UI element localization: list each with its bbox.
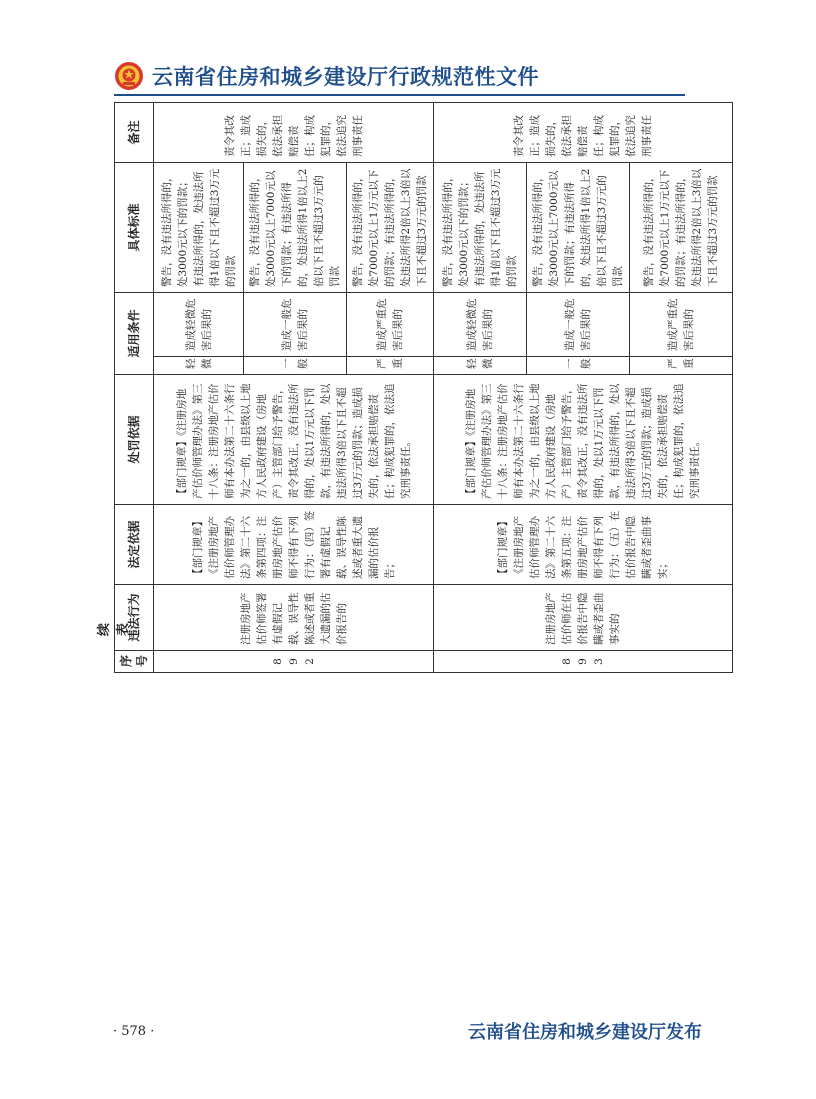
level-condition: 造成严重危害后果的 xyxy=(347,292,434,356)
row-remark: 责令其改正；造成损失的，依法承担赔偿责任；构成犯罪的，依法追究刑事责任 xyxy=(154,102,434,162)
row-seq: 892 xyxy=(154,651,434,673)
level-standard: 警告，没有违法所得的，处3000元以下的罚款；有违法所得的，处违法所得1倍以下且不超过3万元的罚款 xyxy=(154,162,244,292)
table-header-row xyxy=(115,102,154,672)
level-standard: 警告，没有违法所得的，处7000元以上1万元以下的罚款；有违法所得的，处违法所得2倍以上3倍以下且不超过3万元的罚款 xyxy=(630,162,733,292)
row-penalty: 【部门规章】《注册房地产估价师管理办法》第三十八条：注册房地产估价师有本办法第二十六条行为之一的，由县级以上地方人民政府建设（房地产）主管部门给予警告，责令其改正，没有违法所得的，处以1万元以下罚款，有违法所得的，处以违法所得3倍以下且不超过3万元的罚款；造成损失的，依法承担赔偿责任；构成犯罪的，依法追究刑事责任。 xyxy=(154,375,434,505)
level-label: 严重 xyxy=(630,357,733,375)
level-label: 严重 xyxy=(347,357,434,375)
level-label: 一般 xyxy=(527,357,630,375)
header-title: 云南省住房和城乡建设厅行政规范性文件 xyxy=(152,65,539,89)
col-header-standard: 具体标准 xyxy=(115,162,154,292)
col-header-remark: 备注 xyxy=(115,102,154,162)
level-standard: 警告，没有违法所得的，处3000元以上7000元以下的罚款；有违法所得的，处违法所得1倍以上2倍以下且不超过3万元的罚款 xyxy=(244,162,347,292)
level-standard: 警告，没有违法所得的，处3000元以上7000元以下的罚款；有违法所得的，处违法所得1倍以上2倍以下且不超过3万元的罚款 xyxy=(527,162,630,292)
header-rule xyxy=(114,94,685,96)
row-seq: 893 xyxy=(434,651,733,673)
table-frame xyxy=(114,103,719,673)
row-remark: 责令其改正；造成损失的，依法承担赔偿责任；构成犯罪的，依法追究刑事责任 xyxy=(434,102,733,162)
col-header-penalty: 处罚依据 xyxy=(115,375,154,505)
table-row xyxy=(434,102,527,672)
col-header-seq: 序号 xyxy=(115,651,154,673)
level-condition: 造成轻微危害后果的 xyxy=(154,292,244,356)
col-header-act: 违法行为 xyxy=(115,585,154,651)
level-label: 一般 xyxy=(244,357,347,375)
row-act: 注册房地产估价师签署有虚假记载、误导性陈述或者重大遗漏的估价报告的 xyxy=(154,585,434,651)
table-caption: 续表 xyxy=(97,622,131,636)
level-label: 轻微 xyxy=(154,357,244,375)
penalty-table xyxy=(114,103,719,673)
level-standard: 警告，没有违法所得的，处3000元以下的罚款；有违法所得的，处违法所得1倍以下且不超过3万元的罚款 xyxy=(434,162,527,292)
level-condition: 造成轻微危害后果的 xyxy=(434,292,527,356)
level-condition: 造成严重危害后果的 xyxy=(630,292,733,356)
col-header-legal: 法定依据 xyxy=(115,505,154,585)
level-condition: 造成一般危害后果的 xyxy=(527,292,630,356)
col-header-condition: 适用条件 xyxy=(115,292,154,374)
row-act: 注册房地产估价师在估价报告中隐瞒或者歪曲事实的 xyxy=(434,585,733,651)
row-legal: 【部门规章】《注册房地产估价师管理办法》第二十六条第四项：注册房地产估价师不得有下列行为：（四）签署有虚假记载、误导性陈述或者重大遗漏的估价报告； xyxy=(154,505,434,585)
row-penalty: 【部门规章】《注册房地产估价师管理办法》第三十八条：注册房地产估价师有本办法第二十六条行为之一的，由县级以上地方人民政府建设（房地产）主管部门给予警告，责令其改正，没有违法所得的，处以1万元以下罚款，有违法所得的，处以违法所得3倍以下且不超过3万元的罚款；造成损失的，依法承担赔偿责任；构成犯罪的，依法追究刑事责任。 xyxy=(434,375,733,505)
level-label: 轻微 xyxy=(434,357,527,375)
level-condition: 造成一般危害后果的 xyxy=(244,292,347,356)
page-number: · 578 · xyxy=(113,1024,155,1039)
row-legal: 【部门规章】《注册房地产估价师管理办法》第二十六条第五项：注册房地产估价师不得有下列行为：（五）在估价报告中隐瞒或者歪曲事实； xyxy=(434,505,733,585)
table-row xyxy=(154,102,244,672)
document-header xyxy=(114,56,539,96)
publisher-label: 云南省住房和城乡建设厅发布 xyxy=(468,1022,702,1043)
level-standard: 警告，没有违法所得的，处7000元以上1万元以下的罚款；有违法所得的，处违法所得2倍以上3倍以下且不超过3万元的罚款 xyxy=(347,162,434,292)
national-emblem-icon xyxy=(114,61,144,91)
